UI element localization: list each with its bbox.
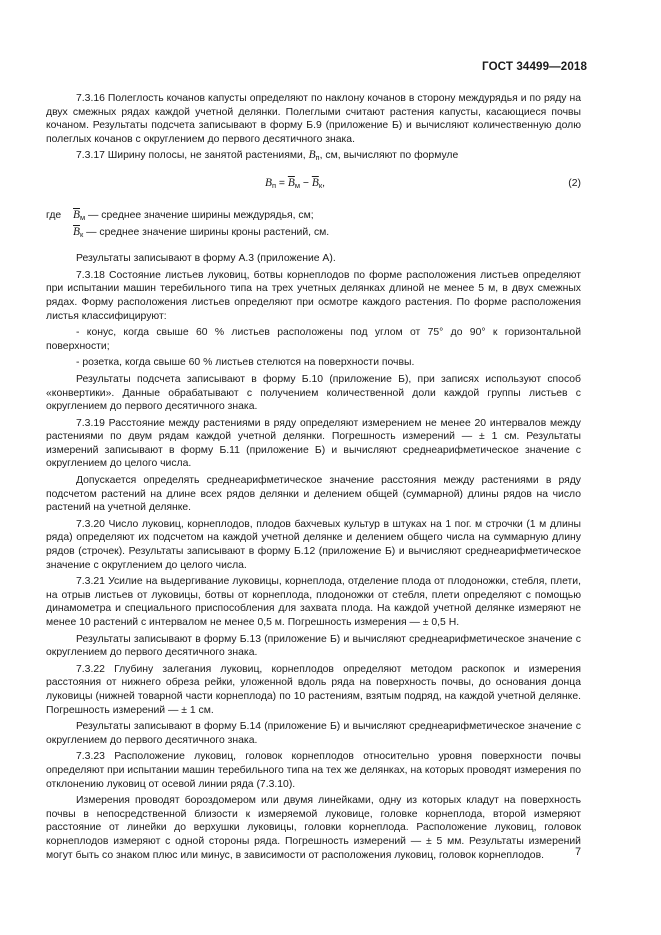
paragraph-7-3-23-b: Измерения проводят бороздомером или двумя линейками, одну из которых кладут на поверхность почвы в непосредственной близости к измеряемой луковице, головке корнеплода, второй измеряют расстояние от линейки до верхушки луковицы, головки корнеплода. Расположение луковиц, головок корнеплодов измеряют с одной стороны ряда. Погрешность измерений — ± 5 мм. Результаты измерений могут быть со знаком плюс или минус, в зависимости от расположения луковиц, головок корнеплодов.: [46, 795, 581, 861]
page-content: [46, 92, 581, 865]
formula-expression: $В_п = В_м - В_к$,: [265, 176, 325, 190]
paragraph-7-3-18: 7.3.18 Состояние листьев луковиц, ботвы корнеплодов по форме расположения листьев определяют при испытании машин теребильного типа на трех учетных делянках длиной не менее 5 м, в двух смежных рядах. Форму расположения листьев определяют при осмотре каждого растения. По форме расположения листья классифицируют:: [46, 269, 581, 322]
paragraph-7-3-20: 7.3.20 Число луковиц, корнеплодов, плодов бахчевых культур в штуках на 1 пог. м строчки (1 м длины ряда) определяют их подсчетом на каждой учетной делянке и делением общего числа на суммарную длину рядов (строчек). Результаты записывают в форму Б.12 (приложение Б) и вычисляют среднеарифметическое значение с округлением до целого числа.: [46, 518, 581, 571]
legend-item-bk: $В_к$ — среднее значение ширины кроны растений, см.: [73, 225, 330, 239]
symbol-b: В: [308, 149, 316, 162]
formula-2: [46, 174, 581, 195]
standard-designation: ГОСТ 34499—2018: [482, 60, 587, 73]
paragraph-7-3-16: 7.3.16 Полеглость кочанов капусты определяют по наклону кочанов в сторону междурядья и по ряду на двух смежных рядах каждой учетной делянки. Полеглыми считают растения капусты, касающиеся почвы кочаном. Результаты подсчета записывают в форму Б.9 (приложение Б) и вычисляют количественную долю полеглых кочанов с округлением до первого десятичного знака.: [46, 93, 581, 145]
paragraph-7-3-19-b: Допускается определять среднеарифметическое значение расстояния между растениями в ряду подсчетом растений на длине всех рядов делянки и делением общей (суммарной) длины рядов на число растений на учетной делянке.: [46, 475, 581, 514]
page-number: 7: [575, 846, 581, 858]
results-a3: Результаты записывают в форму А.3 (приложение А).: [76, 253, 336, 265]
results-b13: Результаты записывают в форму Б.13 (приложение Б) и вычисляют среднеарифметическое значение с округлением до первого десятичного знака.: [46, 633, 581, 659]
legend-item-bm: $В_м$ — среднее значение ширины междурядья, см;: [73, 208, 314, 222]
paragraph-7-3-21: 7.3.21 Усилие на выдергивание луковицы, корнеплода, отделение плода от плодоножки, стебля, плети, на отрыв листьев от луковицы, ботвы от корнеплода, плодоножки от стебля, плети определяют с помощью динамометра и специального приспособления для захвата плода. На каждой учетной делянке измеряют не менее 10 растений с интервалом не менее 0,5 м. Погрешность измерения — ± 0,5 Н.: [46, 576, 581, 628]
paragraph-7-3-17: 7.3.17 Ширину полосы, не занятой растениями, $В_п$, см, вычисляют по формуле: [76, 149, 459, 163]
results-b10: Результаты подсчета записывают в форму Б.10 (приложение Б), при записях используют способ «конвертики». Данные обрабатывают с получением количественной доли каждой группы листьев с округлением до первого десятичного знака.: [46, 373, 581, 413]
formula-number: (2): [568, 177, 581, 189]
where-word: где: [46, 209, 62, 221]
list-item-rosette: - розетка, когда свыше 60 % листьев стелются на поверхности почвы.: [76, 357, 415, 369]
paragraph-7-3-19: 7.3.19 Расстояние между растениями в ряду определяют измерением не менее 20 интервалов между растениями по двум рядам каждой учетной делянки. Погрешность измерений — ± 1 см. Результаты измерений записывают в форму Б.11 (приложение Б) и вычисляют среднеарифметическое значение с округлением до целого числа.: [46, 417, 581, 470]
results-b14: Результаты записывают в форму Б.14 (приложение Б) и вычисляют среднеарифметическое значение с округлением до первого десятичного знака.: [46, 721, 581, 746]
paragraph-7-3-23: 7.3.23 Расположение луковиц, головок корнеплодов относительно уровня поверхности почвы определяют при испытании машин теребильного типа на тех же делянках, на которых проводят измерения по отклонению луковиц от осевой линии ряда (7.3.10).: [46, 751, 581, 790]
list-item-cone: - конус, когда свыше 60 % листьев расположены под углом от 75° до 90° к горизонтальной поверхности;: [46, 327, 581, 352]
formula-legend: [46, 209, 581, 239]
paragraph-7-3-22: 7.3.22 Глубину залегания луковиц, корнеплодов определяют методом раскопок и измерения расстояния от нижнего обреза рейки, уложенной вдоль ряда на поверхность почвы, до основания донца луковицы (нижней товарной части корнеплода) по 10 растениям, взятым подряд, на каждой учетной делянке. Погрешность измерений — ± 1 см.: [46, 663, 581, 716]
